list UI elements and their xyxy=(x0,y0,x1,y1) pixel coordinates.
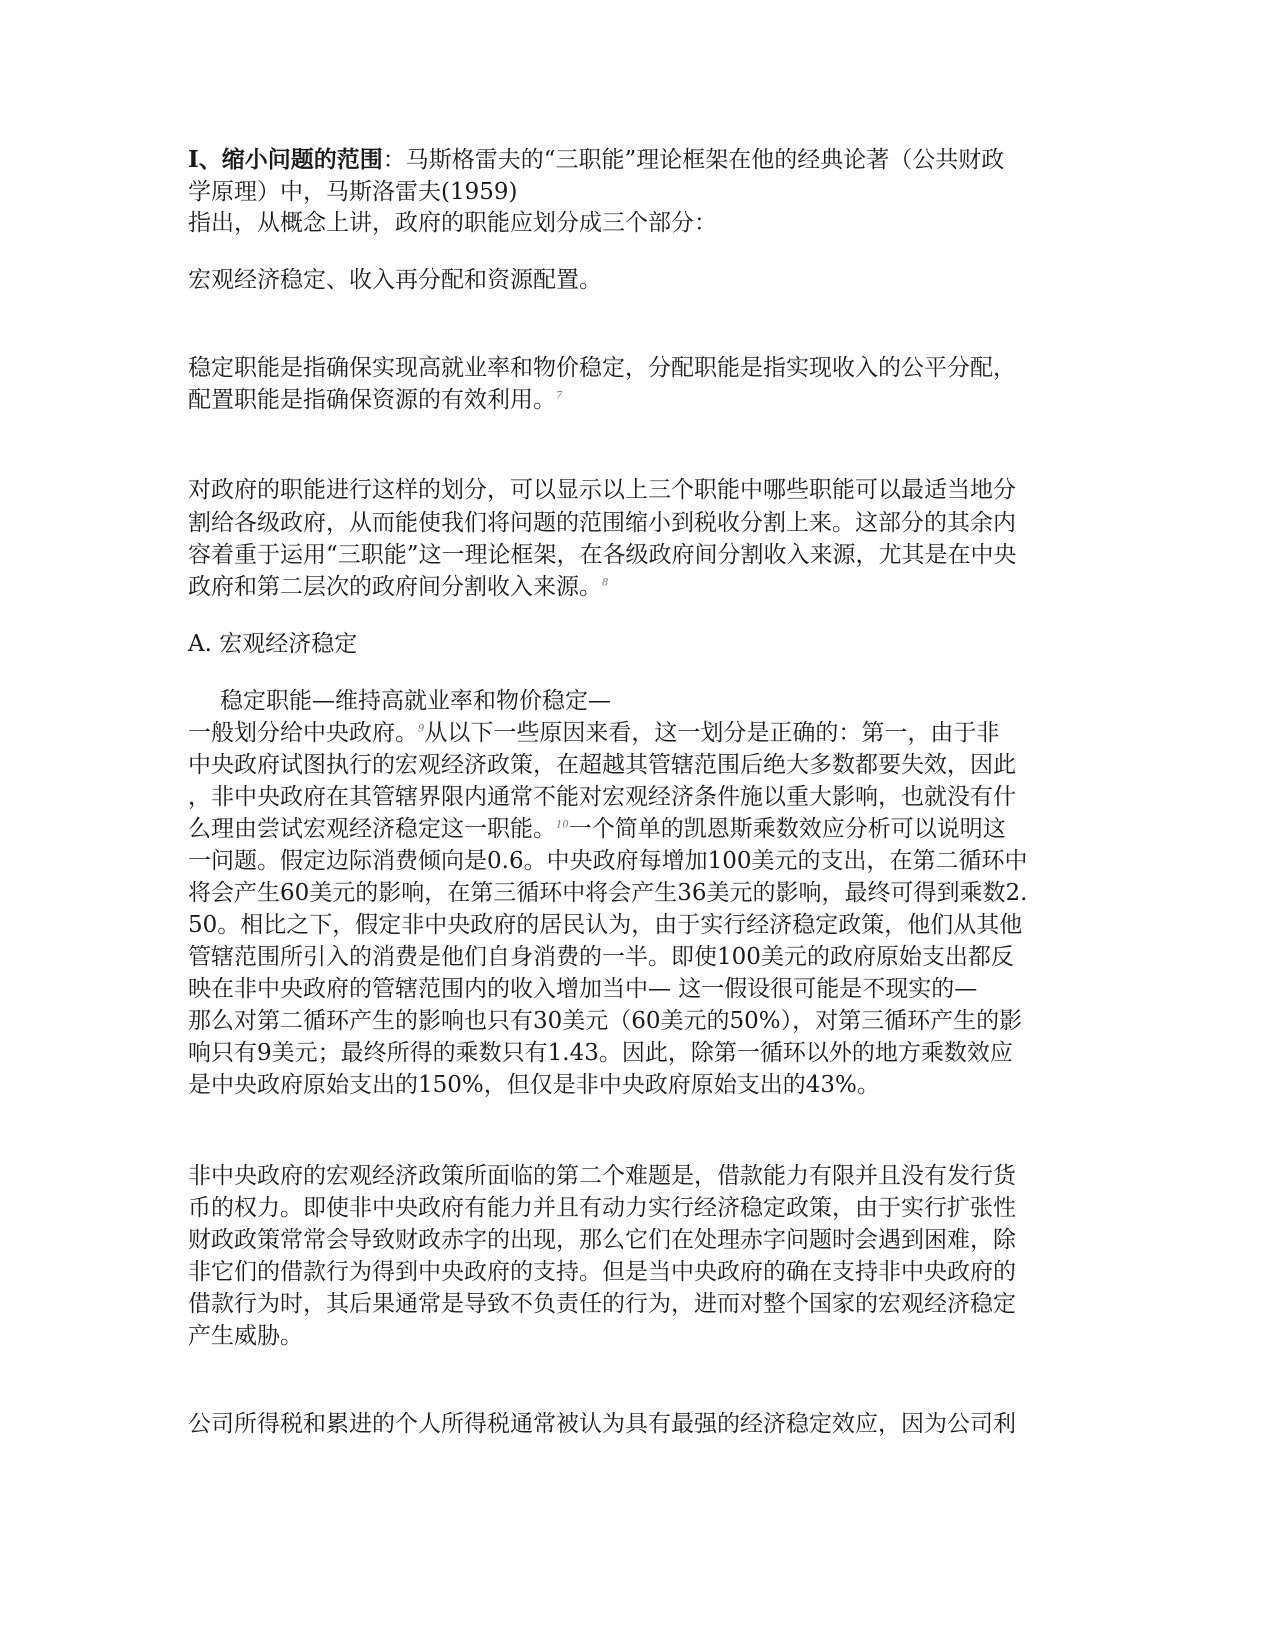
paragraph-line: 产生威胁。 xyxy=(188,1323,303,1349)
paragraph-line: 那么对第二循环产生的影响也只有30美元（60美元的50%），对第三循环产生的影 xyxy=(188,1008,1023,1034)
paragraph-line: 公司所得税和累进的个人所得税通常被认为具有最强的经济稳定效应，因为公司利 xyxy=(188,1411,1016,1437)
paragraph-line: 指出，从概念上讲，政府的职能应划分成三个部分： xyxy=(188,210,717,236)
section-heading-line xyxy=(188,144,1088,176)
paragraph-line: 一问题。假定边际消费倾向是0.6。中央政府每增加100美元的支出，在第二循环中 xyxy=(188,848,1028,874)
footnote-marker: 10 xyxy=(556,819,569,831)
paragraph-text: 政府和第二层次的政府间分割收入来源。 xyxy=(188,574,602,600)
footnote-marker: 7 xyxy=(556,390,563,402)
paragraph-text: 一般划分给中央政府。 xyxy=(188,720,418,746)
subsection-heading: A. 宏观经济稳定 xyxy=(188,631,358,657)
paragraph-text: 配置职能是指确保资源的有效利用。 xyxy=(188,387,556,413)
paragraph-line: 响只有9美元；最终所得的乘数只有1.43。因此，除第一循环以外的地方乘数效应 xyxy=(188,1040,1013,1066)
paragraph-line: 非中央政府的宏观经济政策所面临的第二个难题是，借款能力有限并且没有发行货 xyxy=(188,1163,1016,1189)
paragraph-line: 中央政府试图执行的宏观经济政策，在超越其管辖范围后绝大多数都要失效，因此 xyxy=(188,752,1016,778)
paragraph-line xyxy=(188,717,1088,749)
paragraph-line: 容着重于运用“三职能”这一理论框架，在各级政府间分割收入来源，尤其是在中央 xyxy=(188,542,1017,568)
paragraph-line: ，非中央政府在其管辖界限内通常不能对宏观经济条件施以重大影响，也就没有什 xyxy=(188,784,1016,810)
paragraph-line: 财政政策常常会导致财政赤字的出现，那么它们在处理赤字问题时会遇到困难，除 xyxy=(188,1227,1016,1253)
paragraph-text: 么理由尝试宏观经济稳定这一职能。 xyxy=(188,816,556,842)
paragraph-text: 从以下一些原因来看，这一划分是正确的：第一，由于非 xyxy=(424,720,1000,746)
paragraph-line: 50。相比之下，假定非中央政府的居民认为，由于实行经济稳定政策，他们从其他 xyxy=(188,912,1023,938)
paragraph-line xyxy=(188,571,1088,603)
paragraph-line: 是中央政府原始支出的150%，但仅是非中央政府原始支出的43%。 xyxy=(188,1072,880,1098)
footnote-marker: 8 xyxy=(602,577,609,589)
paragraph-line: 稳定职能—维持高就业率和物价稳定— xyxy=(220,688,611,714)
paragraph-line: 管辖范围所引入的消费是他们自身消费的一半。即使100美元的政府原始支出都反 xyxy=(188,944,1014,970)
paragraph-line: 非它们的借款行为得到中央政府的支持。但是当中央政府的确在支持非中央政府的 xyxy=(188,1259,1016,1285)
paragraph-line: 将会产生60美元的影响，在第三循环中将会产生36美元的影响，最终可得到乘数2. xyxy=(188,880,1028,906)
paragraph-line: 割给各级政府，从而能使我们将问题的范围缩小到税收分割上来。这部分的其余内 xyxy=(188,510,1016,536)
paragraph-line: 宏观经济稳定、收入再分配和资源配置。 xyxy=(188,267,602,293)
section-heading-label: Ⅰ、缩小问题的范围 xyxy=(188,146,383,173)
paragraph-text: 一个简单的凯恩斯乘数效应分析可以说明这 xyxy=(568,816,1006,842)
paragraph-line: 对政府的职能进行这样的划分，可以显示以上三个职能中哪些职能可以最适当地分 xyxy=(188,477,1016,503)
section-heading-text: ：马斯格雷夫的“三职能”理论框架在他的经典论著（公共财政 xyxy=(382,147,1005,173)
paragraph-line: 稳定职能是指确保实现高就业率和物价稳定，分配职能是指实现收入的公平分配， xyxy=(188,355,1016,381)
paragraph-line: 映在非中央政府的管辖范围内的收入增加当中— 这一假设很可能是不现实的— xyxy=(188,976,978,1002)
paragraph-line xyxy=(188,384,1088,416)
paragraph-line: 借款行为时，其后果通常是导致不负责任的行为，进而对整个国家的宏观经济稳定 xyxy=(188,1291,1016,1317)
paragraph-line: 学原理）中，马斯洛雷夫(1959) xyxy=(188,179,518,205)
paragraph-line xyxy=(188,813,1088,845)
paragraph-line: 币的权力。即使非中央政府有能力并且有动力实行经济稳定政策，由于实行扩张性 xyxy=(188,1195,1016,1221)
footnote-marker: 9 xyxy=(418,723,425,735)
